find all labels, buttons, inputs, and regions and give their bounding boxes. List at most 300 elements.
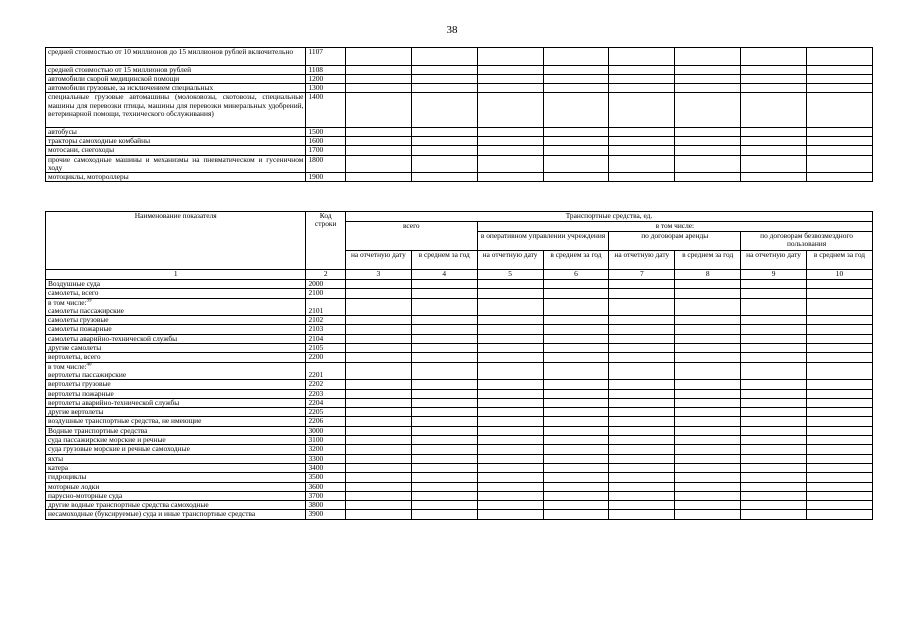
vehicles-header: Транспортные средства, ед. xyxy=(345,212,872,222)
value-cell[interactable] xyxy=(741,389,807,398)
value-cell[interactable] xyxy=(411,482,477,491)
value-cell[interactable] xyxy=(345,334,411,343)
indicator-name: средней стоимостью от 10 миллионов до 15 миллионов рублей включительно xyxy=(46,48,306,66)
value-cell[interactable] xyxy=(609,510,675,519)
value-cell[interactable] xyxy=(543,445,609,454)
value-cell[interactable] xyxy=(411,353,477,362)
value-cell[interactable] xyxy=(806,389,872,398)
value-cell[interactable] xyxy=(609,325,675,334)
value-cell[interactable] xyxy=(477,482,543,491)
value-cell[interactable] xyxy=(806,445,872,454)
value-cell[interactable] xyxy=(741,136,807,145)
value-cell[interactable] xyxy=(543,93,609,127)
value-cell[interactable] xyxy=(477,510,543,519)
value-cell[interactable] xyxy=(609,501,675,510)
value-cell[interactable] xyxy=(675,445,741,454)
value-cell[interactable] xyxy=(477,436,543,445)
value-cell[interactable] xyxy=(345,325,411,334)
value-cell[interactable] xyxy=(543,501,609,510)
value-cell[interactable] xyxy=(741,65,807,74)
value-cell[interactable] xyxy=(345,408,411,417)
row-code: 1108 xyxy=(306,65,346,74)
value-cell[interactable] xyxy=(609,316,675,325)
value-cell[interactable] xyxy=(807,146,873,155)
value-cell[interactable] xyxy=(675,127,741,136)
column-number: 7 xyxy=(609,270,675,280)
value-cell[interactable] xyxy=(543,510,609,519)
value-cell[interactable] xyxy=(741,436,807,445)
value-cell[interactable] xyxy=(741,353,807,362)
value-cell[interactable] xyxy=(741,74,807,83)
value-cell[interactable] xyxy=(411,408,477,417)
value-cell[interactable] xyxy=(477,146,543,155)
value-cell[interactable] xyxy=(411,389,477,398)
value-cell[interactable] xyxy=(675,501,741,510)
value-cell[interactable] xyxy=(411,48,477,66)
value-cell[interactable] xyxy=(806,473,872,482)
value-cell[interactable] xyxy=(609,289,675,298)
value-cell[interactable] xyxy=(543,289,609,298)
value-cell[interactable] xyxy=(609,127,675,136)
value-cell[interactable] xyxy=(675,325,741,334)
value-cell[interactable] xyxy=(411,136,477,145)
value-cell[interactable] xyxy=(411,501,477,510)
value-cell[interactable] xyxy=(477,316,543,325)
value-cell[interactable] xyxy=(609,398,675,407)
value-cell[interactable] xyxy=(609,463,675,472)
value-cell[interactable] xyxy=(675,280,741,289)
value-cell[interactable] xyxy=(543,74,609,83)
value-cell[interactable] xyxy=(345,463,411,472)
value-cell[interactable] xyxy=(806,426,872,435)
value-cell[interactable] xyxy=(609,482,675,491)
value-cell[interactable] xyxy=(741,398,807,407)
value-cell[interactable] xyxy=(609,173,675,182)
value-cell[interactable] xyxy=(609,155,675,173)
value-cell[interactable] xyxy=(806,280,872,289)
value-cell[interactable] xyxy=(411,463,477,472)
value-cell[interactable] xyxy=(543,65,609,74)
value-cell[interactable] xyxy=(806,334,872,343)
value-cell[interactable] xyxy=(806,510,872,519)
value-cell[interactable] xyxy=(806,436,872,445)
value-cell[interactable] xyxy=(741,316,807,325)
value-cell[interactable] xyxy=(411,344,477,353)
value-cell[interactable] xyxy=(411,93,477,127)
value-cell[interactable] xyxy=(675,491,741,500)
value-cell[interactable] xyxy=(477,127,543,136)
value-cell[interactable] xyxy=(411,510,477,519)
value-cell[interactable] xyxy=(543,417,609,426)
table-row xyxy=(46,74,873,83)
value-cell[interactable] xyxy=(477,398,543,407)
value-cell[interactable] xyxy=(543,426,609,435)
value-cell[interactable] xyxy=(675,136,741,145)
value-cell[interactable] xyxy=(741,454,807,463)
value-cell[interactable] xyxy=(807,136,873,145)
value-cell[interactable] xyxy=(741,84,807,93)
value-cell[interactable] xyxy=(477,65,543,74)
value-cell[interactable] xyxy=(411,298,477,316)
value-cell[interactable] xyxy=(477,84,543,93)
value-cell[interactable] xyxy=(411,398,477,407)
value-cell[interactable] xyxy=(675,334,741,343)
value-cell[interactable] xyxy=(411,74,477,83)
value-cell[interactable] xyxy=(741,426,807,435)
value-cell[interactable] xyxy=(609,362,675,380)
value-cell[interactable] xyxy=(477,463,543,472)
value-cell[interactable] xyxy=(345,454,411,463)
value-cell[interactable] xyxy=(345,65,411,74)
value-cell[interactable] xyxy=(477,344,543,353)
row-code: 2105 xyxy=(306,344,346,353)
value-cell[interactable] xyxy=(675,436,741,445)
value-cell[interactable] xyxy=(477,74,543,83)
value-cell[interactable] xyxy=(345,74,411,83)
value-cell[interactable] xyxy=(741,334,807,343)
value-cell[interactable] xyxy=(345,93,411,127)
value-cell[interactable] xyxy=(609,280,675,289)
value-cell[interactable] xyxy=(806,298,872,316)
value-cell[interactable] xyxy=(609,380,675,389)
value-cell[interactable] xyxy=(543,491,609,500)
value-cell[interactable] xyxy=(477,136,543,145)
value-cell[interactable] xyxy=(741,482,807,491)
value-cell[interactable] xyxy=(345,127,411,136)
value-cell[interactable] xyxy=(345,289,411,298)
value-cell[interactable] xyxy=(675,173,741,182)
value-cell[interactable] xyxy=(675,473,741,482)
value-cell[interactable] xyxy=(609,298,675,316)
row-code: 2202 xyxy=(306,380,346,389)
value-cell[interactable] xyxy=(543,280,609,289)
table-row xyxy=(46,454,873,463)
value-cell[interactable] xyxy=(741,445,807,454)
value-cell[interactable] xyxy=(741,463,807,472)
value-cell[interactable] xyxy=(345,146,411,155)
value-cell[interactable] xyxy=(675,417,741,426)
value-cell[interactable] xyxy=(477,417,543,426)
value-cell[interactable] xyxy=(543,454,609,463)
value-cell[interactable] xyxy=(741,501,807,510)
value-cell[interactable] xyxy=(675,482,741,491)
value-cell[interactable] xyxy=(543,127,609,136)
value-cell[interactable] xyxy=(741,510,807,519)
indicator-name: суда пассажирские морские и речные xyxy=(46,436,306,445)
value-cell[interactable] xyxy=(543,298,609,316)
value-cell[interactable] xyxy=(609,426,675,435)
value-cell[interactable] xyxy=(543,173,609,182)
value-cell[interactable] xyxy=(741,362,807,380)
value-cell[interactable] xyxy=(543,436,609,445)
value-cell[interactable] xyxy=(741,93,807,127)
indicator-name: моторные лодки xyxy=(46,482,306,491)
value-cell[interactable] xyxy=(345,389,411,398)
value-cell[interactable] xyxy=(741,48,807,66)
value-cell[interactable] xyxy=(675,65,741,74)
value-cell[interactable] xyxy=(345,48,411,66)
value-cell[interactable] xyxy=(741,127,807,136)
value-cell[interactable] xyxy=(543,362,609,380)
value-cell[interactable] xyxy=(411,289,477,298)
value-cell[interactable] xyxy=(543,48,609,66)
value-cell[interactable] xyxy=(741,155,807,173)
free-use-agreements-header: по договорам безвозмездного пользования xyxy=(741,232,873,251)
value-cell[interactable] xyxy=(411,155,477,173)
value-cell[interactable] xyxy=(609,65,675,74)
value-cell[interactable] xyxy=(477,362,543,380)
value-cell[interactable] xyxy=(806,325,872,334)
table-row xyxy=(46,463,873,472)
value-cell[interactable] xyxy=(345,84,411,93)
column-number: 4 xyxy=(411,270,477,280)
indicator-name: самолеты грузовые xyxy=(46,316,306,325)
value-cell[interactable] xyxy=(543,353,609,362)
value-cell[interactable] xyxy=(741,491,807,500)
value-cell[interactable] xyxy=(675,463,741,472)
value-cell[interactable] xyxy=(609,417,675,426)
table-row xyxy=(46,510,873,519)
value-cell[interactable] xyxy=(345,173,411,182)
value-cell[interactable] xyxy=(675,316,741,325)
value-cell[interactable] xyxy=(411,84,477,93)
value-cell[interactable] xyxy=(609,436,675,445)
value-cell[interactable] xyxy=(543,380,609,389)
value-cell[interactable] xyxy=(806,408,872,417)
value-cell[interactable] xyxy=(543,155,609,173)
value-cell[interactable] xyxy=(609,93,675,127)
value-cell[interactable] xyxy=(477,48,543,66)
value-cell[interactable] xyxy=(807,84,873,93)
value-cell[interactable] xyxy=(741,344,807,353)
value-cell[interactable] xyxy=(411,454,477,463)
value-cell[interactable] xyxy=(543,316,609,325)
value-cell[interactable] xyxy=(345,344,411,353)
indicator-name: вертолеты грузовые xyxy=(46,380,306,389)
value-cell[interactable] xyxy=(345,510,411,519)
value-cell[interactable] xyxy=(345,417,411,426)
value-cell[interactable] xyxy=(345,436,411,445)
row-code: 2103 xyxy=(306,325,346,334)
value-cell[interactable] xyxy=(609,445,675,454)
value-cell[interactable] xyxy=(477,426,543,435)
table-row xyxy=(46,408,873,417)
row-code: 1600 xyxy=(306,136,346,145)
value-cell[interactable] xyxy=(675,380,741,389)
value-cell[interactable] xyxy=(477,289,543,298)
value-cell[interactable] xyxy=(543,325,609,334)
value-cell[interactable] xyxy=(345,501,411,510)
value-cell[interactable] xyxy=(477,155,543,173)
value-cell[interactable] xyxy=(477,280,543,289)
value-cell[interactable] xyxy=(345,482,411,491)
value-cell[interactable] xyxy=(477,445,543,454)
value-cell[interactable] xyxy=(477,334,543,343)
value-cell[interactable] xyxy=(807,48,873,66)
value-cell[interactable] xyxy=(411,436,477,445)
value-cell[interactable] xyxy=(675,289,741,298)
value-cell[interactable] xyxy=(609,473,675,482)
value-cell[interactable] xyxy=(345,491,411,500)
value-cell[interactable] xyxy=(741,325,807,334)
value-cell[interactable] xyxy=(806,353,872,362)
value-cell[interactable] xyxy=(806,289,872,298)
value-cell[interactable] xyxy=(609,408,675,417)
value-cell[interactable] xyxy=(477,491,543,500)
value-cell[interactable] xyxy=(477,408,543,417)
value-cell[interactable] xyxy=(806,417,872,426)
value-cell[interactable] xyxy=(477,501,543,510)
value-cell[interactable] xyxy=(477,389,543,398)
value-cell[interactable] xyxy=(675,408,741,417)
value-cell[interactable] xyxy=(411,491,477,500)
value-cell[interactable] xyxy=(741,298,807,316)
value-cell[interactable] xyxy=(807,127,873,136)
value-cell[interactable] xyxy=(345,155,411,173)
value-cell[interactable] xyxy=(543,344,609,353)
row-code: 1400 xyxy=(306,93,346,127)
value-cell[interactable] xyxy=(477,473,543,482)
value-cell[interactable] xyxy=(675,155,741,173)
value-cell[interactable] xyxy=(411,417,477,426)
value-cell[interactable] xyxy=(675,298,741,316)
value-cell[interactable] xyxy=(345,280,411,289)
value-cell[interactable] xyxy=(675,48,741,66)
value-cell[interactable] xyxy=(806,463,872,472)
value-cell[interactable] xyxy=(411,445,477,454)
value-cell[interactable] xyxy=(345,473,411,482)
value-cell[interactable] xyxy=(675,74,741,83)
value-cell[interactable] xyxy=(609,146,675,155)
value-cell[interactable] xyxy=(807,65,873,74)
value-cell[interactable] xyxy=(543,463,609,472)
value-cell[interactable] xyxy=(806,362,872,380)
value-cell[interactable] xyxy=(345,298,411,316)
value-cell[interactable] xyxy=(411,325,477,334)
value-cell[interactable] xyxy=(807,74,873,83)
value-cell[interactable] xyxy=(609,389,675,398)
value-cell[interactable] xyxy=(345,136,411,145)
value-cell[interactable] xyxy=(543,334,609,343)
value-cell[interactable] xyxy=(543,84,609,93)
indicator-name: яхты xyxy=(46,454,306,463)
value-cell[interactable] xyxy=(543,389,609,398)
value-cell[interactable] xyxy=(411,334,477,343)
value-cell[interactable] xyxy=(609,84,675,93)
value-cell[interactable] xyxy=(741,146,807,155)
value-cell[interactable] xyxy=(411,426,477,435)
value-cell[interactable] xyxy=(741,280,807,289)
value-cell[interactable] xyxy=(807,155,873,173)
table-row xyxy=(46,65,873,74)
value-cell[interactable] xyxy=(741,173,807,182)
value-cell[interactable] xyxy=(806,491,872,500)
value-cell[interactable] xyxy=(675,84,741,93)
including-label: в том числе: xyxy=(48,298,87,307)
value-cell[interactable] xyxy=(675,344,741,353)
value-cell[interactable] xyxy=(477,380,543,389)
value-cell[interactable] xyxy=(806,380,872,389)
value-cell[interactable] xyxy=(806,501,872,510)
value-cell[interactable] xyxy=(806,454,872,463)
value-cell[interactable] xyxy=(477,353,543,362)
value-cell[interactable] xyxy=(609,48,675,66)
value-cell[interactable] xyxy=(807,93,873,127)
table-row xyxy=(46,436,873,445)
value-cell[interactable] xyxy=(477,93,543,127)
value-cell[interactable] xyxy=(543,398,609,407)
value-cell[interactable] xyxy=(806,316,872,325)
value-cell[interactable] xyxy=(609,74,675,83)
value-cell[interactable] xyxy=(675,146,741,155)
value-cell[interactable] xyxy=(345,380,411,389)
value-cell[interactable] xyxy=(543,473,609,482)
value-cell[interactable] xyxy=(609,454,675,463)
value-cell[interactable] xyxy=(741,408,807,417)
value-cell[interactable] xyxy=(345,316,411,325)
value-cell[interactable] xyxy=(741,380,807,389)
value-cell[interactable] xyxy=(807,173,873,182)
value-cell[interactable] xyxy=(345,353,411,362)
value-cell[interactable] xyxy=(411,173,477,182)
value-cell[interactable] xyxy=(543,408,609,417)
value-cell[interactable] xyxy=(675,398,741,407)
value-cell[interactable] xyxy=(741,289,807,298)
value-cell[interactable] xyxy=(345,362,411,380)
value-cell[interactable] xyxy=(675,389,741,398)
value-cell[interactable] xyxy=(806,398,872,407)
value-cell[interactable] xyxy=(609,136,675,145)
value-cell[interactable] xyxy=(345,398,411,407)
value-cell[interactable] xyxy=(477,454,543,463)
value-cell[interactable] xyxy=(345,426,411,435)
annual-average-header: в среднем за год xyxy=(675,251,741,270)
value-cell[interactable] xyxy=(609,334,675,343)
value-cell[interactable] xyxy=(675,510,741,519)
value-cell[interactable] xyxy=(477,325,543,334)
value-cell[interactable] xyxy=(477,173,543,182)
value-cell[interactable] xyxy=(543,146,609,155)
table-row xyxy=(46,362,873,380)
value-cell[interactable] xyxy=(675,426,741,435)
row-code: 1800 xyxy=(306,155,346,173)
value-cell[interactable] xyxy=(675,362,741,380)
value-cell[interactable] xyxy=(411,380,477,389)
value-cell[interactable] xyxy=(609,344,675,353)
value-cell[interactable] xyxy=(675,454,741,463)
value-cell[interactable] xyxy=(477,298,543,316)
value-cell[interactable] xyxy=(411,127,477,136)
value-cell[interactable] xyxy=(806,482,872,491)
value-cell[interactable] xyxy=(806,344,872,353)
value-cell[interactable] xyxy=(411,316,477,325)
value-cell[interactable] xyxy=(411,473,477,482)
value-cell[interactable] xyxy=(609,491,675,500)
value-cell[interactable] xyxy=(675,93,741,127)
value-cell[interactable] xyxy=(543,136,609,145)
value-cell[interactable] xyxy=(609,353,675,362)
value-cell[interactable] xyxy=(741,417,807,426)
value-cell[interactable] xyxy=(543,482,609,491)
value-cell[interactable] xyxy=(411,362,477,380)
value-cell[interactable] xyxy=(345,445,411,454)
indicator-name: тракторы самоходные комбайны xyxy=(46,136,306,145)
value-cell[interactable] xyxy=(675,353,741,362)
value-cell[interactable] xyxy=(411,280,477,289)
value-cell[interactable] xyxy=(411,146,477,155)
value-cell[interactable] xyxy=(411,65,477,74)
value-cell[interactable] xyxy=(741,473,807,482)
